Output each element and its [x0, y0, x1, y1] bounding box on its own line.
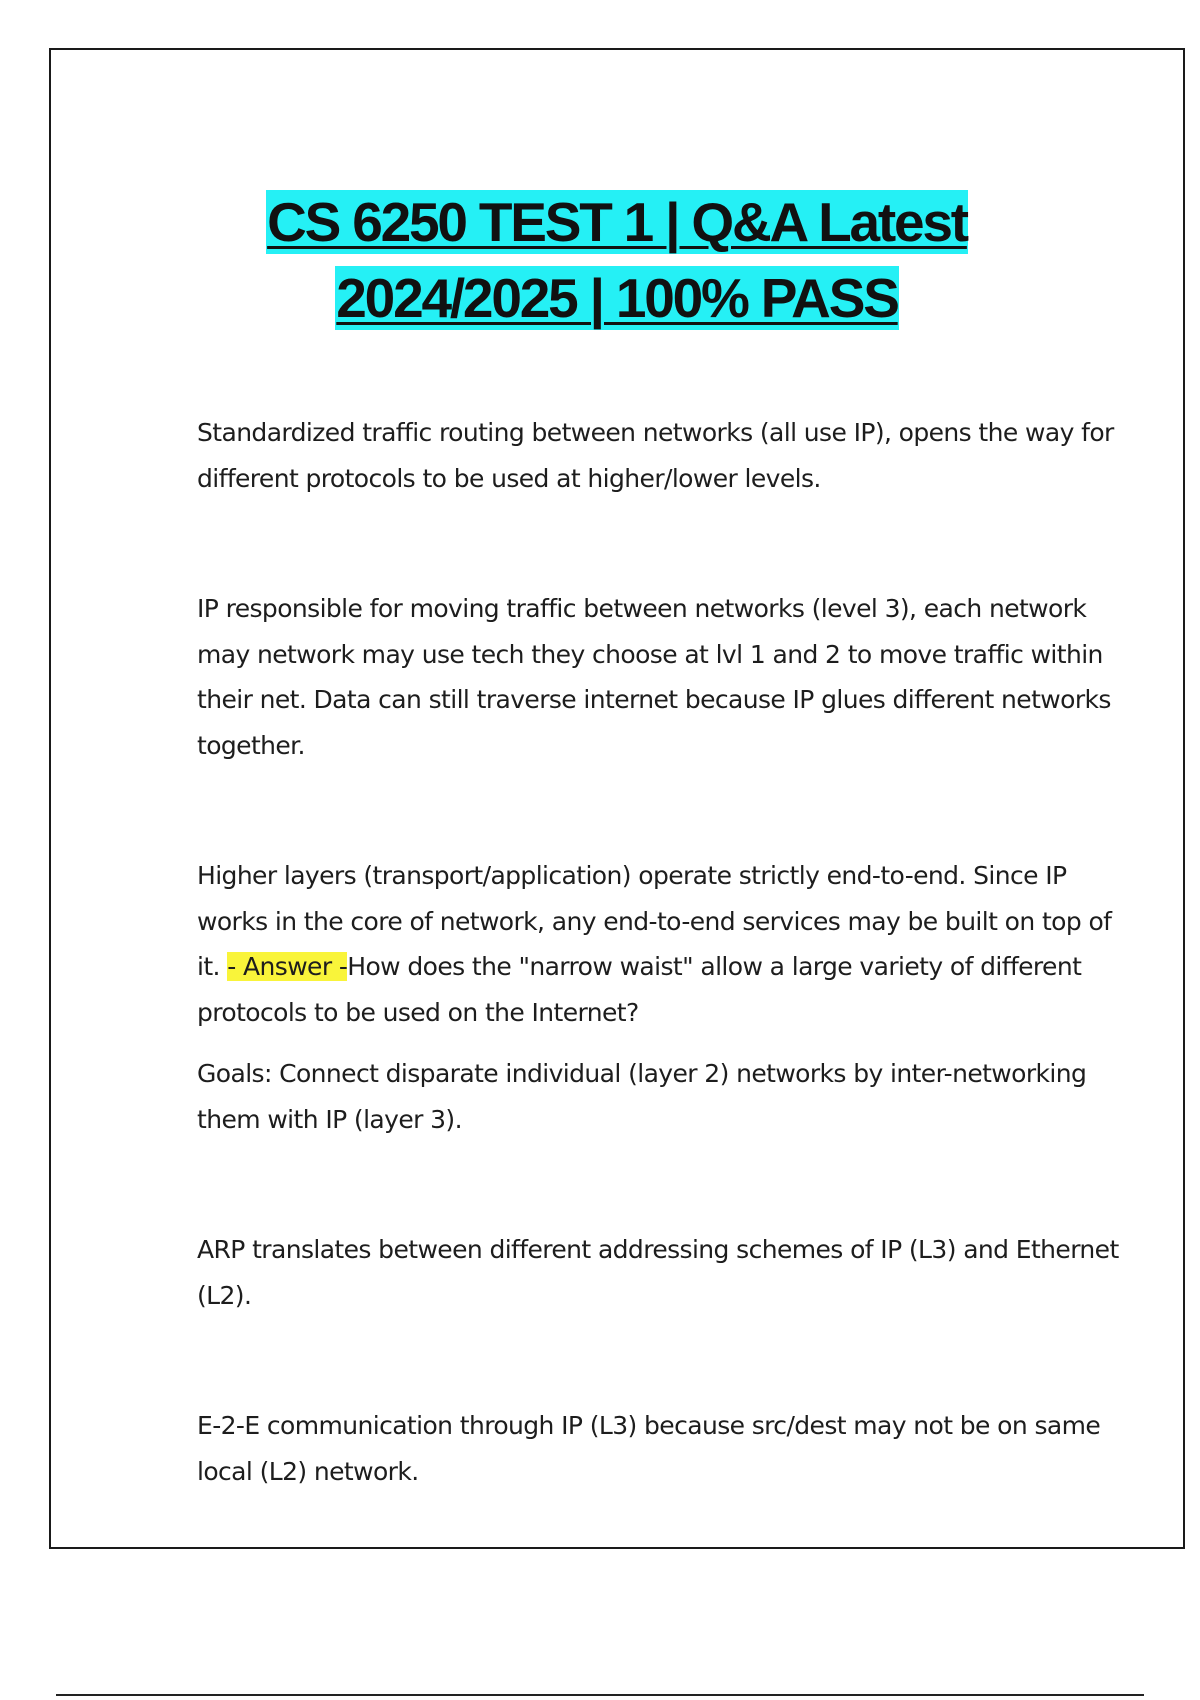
- answer-marker: - Answer -: [227, 952, 348, 981]
- title-line-1: CS 6250 TEST 1 | Q&A Latest: [267, 191, 967, 253]
- paragraph-3: [197, 853, 1127, 1035]
- document-page: [49, 48, 1185, 1549]
- paragraph-2: IP responsible for moving traffic between networks (level 3), each network may network may use tech they choose at lvl 1 and 2 to move traffic within their net. Data can still traverse internet because IP glues different networks together.: [197, 594, 1111, 760]
- paragraph-3-question-text: How does the "narrow waist" allow a large variety of different protocols to be used on the Internet?: [197, 952, 1082, 1027]
- page-bottom-rule: [56, 1694, 1144, 1696]
- paragraph-3-answer-text: Higher layers (transport/application) operate strictly end-to-end. Since IP works in the core of network, any end-to-end services may be built on top of it.: [197, 861, 1112, 981]
- document-body: [197, 410, 1127, 1494]
- paragraph-5: ARP translates between different addressing schemes of IP (L3) and Ethernet (L2).: [197, 1235, 1119, 1310]
- title-line-2: 2024/2025 | 100% PASS: [336, 267, 898, 329]
- document-title: [51, 190, 1183, 342]
- paragraph-1: Standardized traffic routing between networks (all use IP), opens the way for different protocols to be used at higher/lower levels.: [197, 418, 1114, 493]
- paragraph-4: Goals: Connect disparate individual (layer 2) networks by inter-networking them with IP (layer 3).: [197, 1059, 1087, 1134]
- paragraph-6: E-2-E communication through IP (L3) because src/dest may not be on same local (L2) network.: [197, 1411, 1101, 1486]
